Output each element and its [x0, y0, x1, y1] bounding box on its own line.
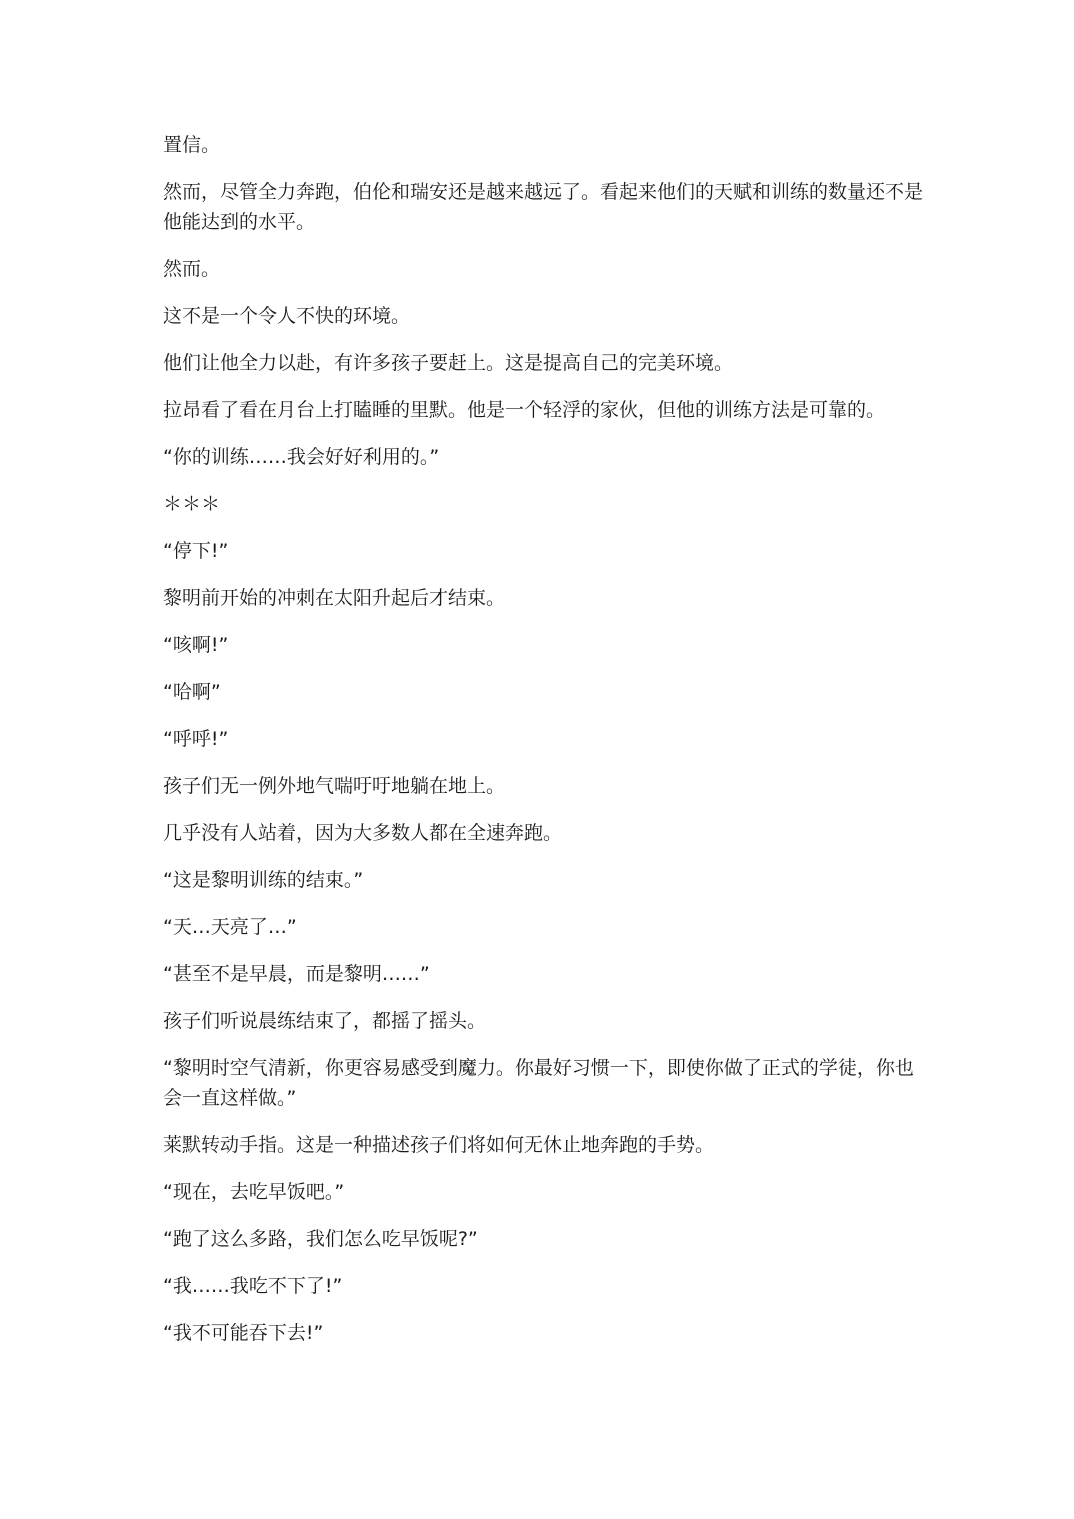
paragraph: 莱默转动手指。这是一种描述孩子们将如何无休止地奔跑的手势。: [163, 1134, 715, 1156]
paragraph: 几乎没有人站着，因为大多数人都在全速奔跑。: [163, 822, 563, 844]
paragraph: 拉昂看了看在月台上打瞌睡的里默。他是一个轻浮的家伙，但他的训练方法是可靠的。: [163, 399, 886, 421]
paragraph: 孩子们无一例外地气喘吁吁地躺在地上。: [163, 775, 506, 797]
paragraph: 置信。: [163, 134, 221, 156]
paragraph: “我不可能吞下去!”: [163, 1322, 324, 1344]
scene-break: ＊＊＊: [163, 493, 221, 515]
paragraph: “停下!”: [163, 540, 229, 562]
paragraph: “黎明时空气清新，你更容易感受到魔力。你最好习惯一下，即使你做了正式的学徒，你也会一直这样做。”: [163, 1057, 914, 1109]
paragraph: 这不是一个令人不快的环境。: [163, 305, 411, 327]
paragraph: “现在，去吃早饭吧。”: [163, 1181, 345, 1203]
paragraph: “哈啊”: [163, 681, 221, 703]
paragraph: “跑了这么多路，我们怎么吃早饭呢?”: [163, 1228, 478, 1250]
paragraph: “天…天亮了…”: [163, 916, 297, 938]
paragraph: 孩子们听说晨练结束了，都摇了摇头。: [163, 1010, 487, 1032]
document-body: [163, 130, 923, 1365]
paragraph: 然而，尽管全力奔跑，伯伦和瑞安还是越来越远了。看起来他们的天赋和训练的数量还不是他能达到的水平。: [163, 181, 924, 233]
paragraph: “甚至不是早晨，而是黎明……”: [163, 963, 430, 985]
paragraph: 黎明前开始的冲刺在太阳升起后才结束。: [163, 587, 506, 609]
paragraph: 他们让他全力以赴，有许多孩子要赶上。这是提高自己的完美环境。: [163, 352, 734, 374]
paragraph: “我……我吃不下了!”: [163, 1275, 343, 1297]
paragraph: 然而。: [163, 258, 221, 280]
paragraph: “这是黎明训练的结束。”: [163, 869, 364, 891]
paragraph: “你的训练……我会好好利用的。”: [163, 446, 440, 468]
paragraph: “咳啊!”: [163, 634, 229, 656]
paragraph: “呼呼!”: [163, 728, 229, 750]
